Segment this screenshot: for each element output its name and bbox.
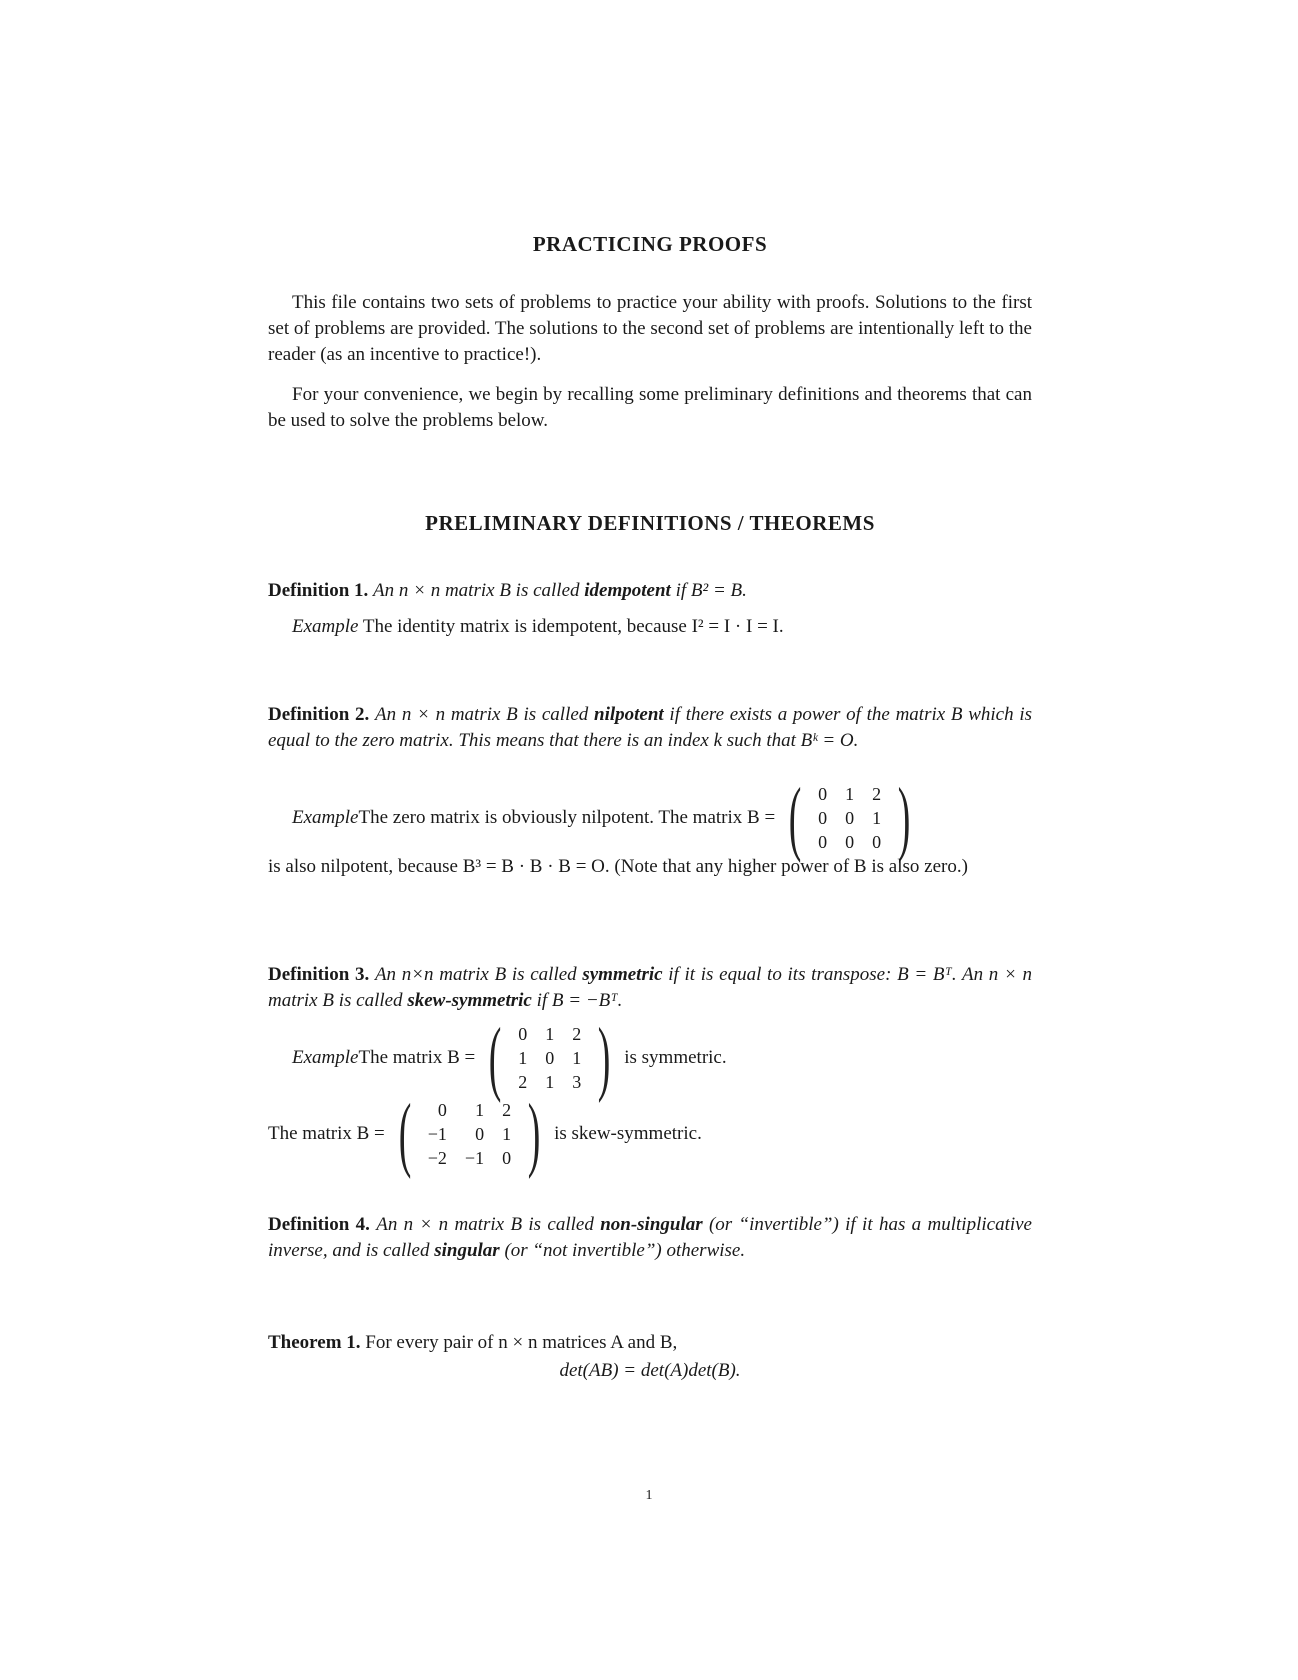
definition-3-text-c: if B = −Bᵀ. bbox=[531, 990, 623, 1011]
definition-2 bbox=[268, 702, 1032, 754]
matrix-cell: 0 bbox=[872, 832, 882, 852]
matrix-row bbox=[419, 1122, 520, 1146]
matrix-row bbox=[419, 1098, 520, 1122]
matrix-cell: 0 bbox=[475, 1124, 485, 1144]
matrix-cell: 1 bbox=[572, 1048, 582, 1068]
definition-4-term-nonsingular: non-singular bbox=[600, 1214, 703, 1235]
matrix-cell: 2 bbox=[518, 1072, 528, 1092]
matrix-cell: 1 bbox=[872, 808, 882, 828]
definition-2-example bbox=[268, 771, 1032, 864]
matrix-cell: 0 bbox=[818, 832, 828, 852]
example-label: Example bbox=[292, 1047, 359, 1068]
nilpotent-matrix: ( 0 1 2 0 0 1 0 0 0 ) bbox=[788, 771, 911, 864]
definition-1-text-a: An n × n matrix B is called bbox=[373, 580, 585, 601]
definition-1-example-text: The identity matrix is idempotent, because I² = I · I = I. bbox=[358, 616, 784, 637]
definition-4 bbox=[268, 1212, 1032, 1264]
definition-3-text-a: An n×n matrix B is called bbox=[374, 964, 583, 985]
definition-2-term: nilpotent bbox=[594, 704, 664, 725]
matrix-row bbox=[419, 1146, 520, 1170]
example-label: Example bbox=[292, 807, 359, 828]
definition-3-example-text: The matrix B = bbox=[358, 1047, 476, 1068]
definition-2-label: Definition 2. bbox=[268, 704, 370, 725]
matrix-cell: 0 bbox=[818, 808, 828, 828]
matrix-cell: 3 bbox=[572, 1072, 582, 1092]
matrix-cell: 0 bbox=[845, 832, 855, 852]
definition-2-example-text: The zero matrix is obviously nilpotent. The matrix B = bbox=[358, 807, 776, 828]
matrix-cell: −1 bbox=[464, 1148, 485, 1168]
matrix-cell: 1 bbox=[545, 1024, 555, 1044]
definition-3 bbox=[268, 962, 1032, 1014]
symmetric-matrix: ( 0 1 2 1 0 1 2 1 3 ) bbox=[488, 1011, 611, 1104]
matrix-cell: 0 bbox=[518, 1024, 528, 1044]
matrix-cell: 0 bbox=[545, 1048, 555, 1068]
matrix-row bbox=[809, 806, 890, 830]
matrix-cell: 1 bbox=[502, 1124, 512, 1144]
document-title: PRACTICING PROOFS bbox=[532, 232, 768, 256]
page-number: 1 bbox=[645, 1488, 653, 1503]
definition-1-term: idempotent bbox=[584, 580, 671, 601]
matrix-cell: 2 bbox=[572, 1024, 582, 1044]
definition-1-text-b: if B² = B. bbox=[670, 580, 747, 601]
definition-3-term-skew: skew-symmetric bbox=[407, 990, 532, 1011]
definition-4-text-c: (or “not invertible”) otherwise. bbox=[499, 1240, 746, 1261]
matrix-row bbox=[509, 1022, 590, 1046]
definition-2-text-b: if there exists a power of the matrix B which is equal to the zero matrix. This means that there is an index k such that Bᵏ = O. bbox=[268, 704, 1033, 751]
definition-3-example-2 bbox=[268, 1087, 1032, 1180]
matrix-row bbox=[509, 1046, 590, 1070]
matrix-cell: 2 bbox=[502, 1100, 512, 1120]
matrix-cell: 0 bbox=[437, 1100, 447, 1120]
matrix-cell: 0 bbox=[502, 1148, 512, 1168]
matrix-row bbox=[509, 1070, 590, 1094]
definition-1-example bbox=[268, 614, 1032, 640]
matrix-row bbox=[809, 830, 890, 854]
matrix-cell: 0 bbox=[845, 808, 855, 828]
matrix-table bbox=[809, 782, 890, 854]
skew-symmetric-matrix: ( 0 1 2 −1 0 1 −2 −1 0 ) bbox=[398, 1087, 541, 1180]
definition-3-example-1 bbox=[268, 1011, 1032, 1104]
theorem-1-formula: det(AB) = det(A)det(B). bbox=[559, 1360, 741, 1381]
matrix-cell: 0 bbox=[818, 784, 828, 804]
definition-4-term-singular: singular bbox=[434, 1240, 500, 1261]
matrix-cell: 1 bbox=[518, 1048, 528, 1068]
matrix-cell: 1 bbox=[545, 1072, 555, 1092]
definition-3-term-symmetric: symmetric bbox=[582, 964, 663, 985]
definition-3-after-2: is skew-symmetric. bbox=[554, 1123, 702, 1144]
definition-2-after: is also nilpotent, because B³ = B · B · B = O. (Note that any higher power of B is also zero.) bbox=[268, 856, 968, 877]
intro-paragraph-2: For your convenience, we begin by recalling some preliminary definitions and theorems that can be used to solve the problems below. bbox=[268, 384, 1032, 431]
theorem-1 bbox=[268, 1330, 1032, 1356]
matrix-cell: 1 bbox=[845, 784, 855, 804]
section-title: PRELIMINARY DEFINITIONS / THEOREMS bbox=[425, 511, 875, 535]
intro-paragraph-1: This file contains two sets of problems to practice your ability with proofs. Solutions to the first set of problems are provided. The solutions to the second set of problems are intentionally left to the reader (as an incentive to practice!). bbox=[268, 292, 1032, 365]
theorem-1-text: For every pair of n × n matrices A and B, bbox=[360, 1332, 678, 1353]
matrix-table bbox=[419, 1098, 520, 1170]
definition-1-label: Definition 1. bbox=[268, 580, 369, 601]
definition-2-text-a: An n × n matrix B is called bbox=[375, 704, 595, 725]
example-label: Example bbox=[292, 616, 359, 637]
definition-3-text-b: if it is equal to its transpose: B = Bᵀ. An n × n matrix B is called bbox=[268, 964, 1032, 1011]
definition-3-after-1: is symmetric. bbox=[624, 1047, 727, 1068]
definition-4-text-a: An n × n matrix B is called bbox=[376, 1214, 601, 1235]
definition-3-label: Definition 3. bbox=[268, 964, 370, 985]
theorem-1-label: Theorem 1. bbox=[268, 1332, 361, 1353]
matrix-row bbox=[809, 782, 890, 806]
matrix-table bbox=[509, 1022, 590, 1094]
matrix-cell: 1 bbox=[475, 1100, 485, 1120]
definition-3-line2-text: The matrix B = bbox=[268, 1123, 385, 1144]
definition-4-text-b: (or “invertible”) if it has a multiplicative inverse, and is called bbox=[268, 1214, 1032, 1261]
definition-4-label: Definition 4. bbox=[268, 1214, 370, 1235]
matrix-cell: −2 bbox=[427, 1148, 447, 1168]
matrix-cell: 2 bbox=[872, 784, 882, 804]
matrix-cell: −1 bbox=[427, 1124, 447, 1144]
definition-1 bbox=[268, 578, 1032, 604]
